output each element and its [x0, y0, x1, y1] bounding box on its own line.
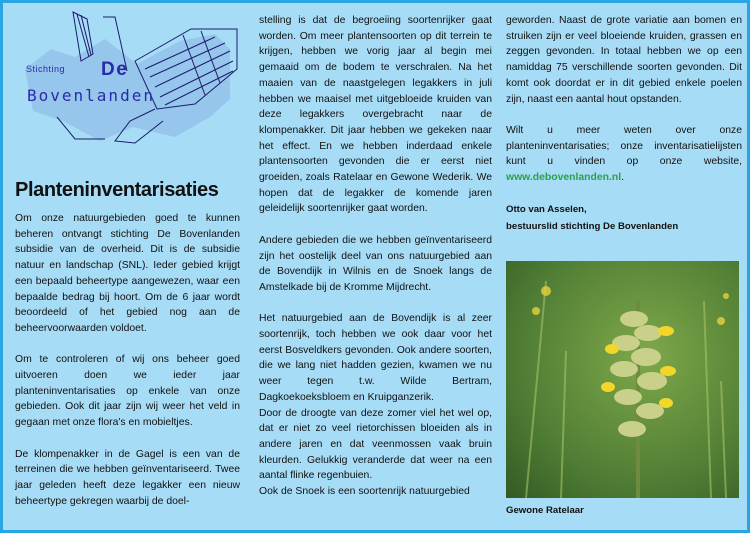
- paragraph: Het natuurgebied aan de Bovendijk is al zeer soortenrijk, toch hebben we ook daar voor het eerst Bosveldkers gevonden. Ook andere soorten, die we lang niet hadden gezien, kwamen we nu weer tegen t.w. Wilde Bertram, Dagkoekoeksbloem en Kruipganzerik.: [259, 313, 492, 403]
- paragraph: [506, 123, 742, 186]
- signature-name: Otto van Asselen,: [506, 204, 587, 216]
- paragraph: Om te controleren of wij ons beheer goed uitvoeren doen we ieder jaar planteninventarisaties op enkele van onze gebieden. Ook dit jaar zijn wij weer het veld in gegaan met onze flora's en mobieltjes.: [15, 354, 240, 429]
- paragraph: Andere gebieden die we hebben geïnventariseerd zijn het oostelijk deel van ons natuurgebied aan de Bovendijk in Wilnis en de Snoek langs de Amstelkade bij de Kromme Mijdrecht.: [259, 234, 492, 293]
- logo: [15, 9, 240, 169]
- paragraph: stelling is dat de begroeiing soortenrijker gaat worden. Om meer plantensoorten op dit terrein te krijgen, hebben we vorig jaar al begin mei gemaaid om de bodem te verschralen. Na het maaien van de naastgelegen legakkers in juli hebben we maaisel met uitgebloeide kruiden van deze legakkers overgebracht naar de klompenakker. Dit jaar hebben we gekeken naar het effect. En we hebben inderdaad enkele plantensoorten gevonden die er eerst niet groeiden, zoals Ratelaar en Gewone Wederik. We hopen dat de legakker de komende jaren geleidelijk soortenrijker gaat worden.: [259, 15, 492, 215]
- column-3: [506, 13, 742, 235]
- article-title: Planteninventarisaties: [15, 179, 219, 201]
- website-text: Wilt u meer weten over onze planteninventarisaties; onze inventarisatielijsten kunt u vinden op onze website,: [506, 124, 742, 168]
- logo-de: De: [101, 59, 129, 80]
- photo-caption: Gewone Ratelaar: [506, 505, 584, 516]
- column-1: [15, 9, 240, 509]
- logo-bovenlanden: Bovenlanden: [27, 86, 155, 105]
- paragraph: De klompenakker in de Gagel is een van de terreinen die we hebben geïnventariseerd. Twee jaar geleden heeft deze legakker een nieuw beheertype gekregen waarbij de doel-: [15, 448, 240, 507]
- paragraph: Om onze natuurgebieden goed te kunnen beheren ontvangt stichting De Bovenlanden subsidie van de overheid. Dit is de subsidie natuur en landschap (SNL). Ieder gebied krijgt een bepaald beheertype aangewezen, waar een bepaalde bedrag bij hoort. Om de 6 jaar wordt beoordeeld of het gebied nog aan de beheervoorwaarden voldoet.: [15, 213, 240, 334]
- column-2: [259, 13, 492, 500]
- paragraph: Ook de Snoek is een soortenrijk natuurgebied: [259, 486, 470, 498]
- plant-photo: [506, 261, 739, 498]
- logo-stichting: Stichting: [26, 64, 66, 74]
- paragraph: geworden. Naast de grote variatie aan bomen en struiken zijn er veel bloeiende kruiden, grassen en zeggen gevonden. In totaal hebben we op een namiddag 75 verschillende soorten gevonden. Dit komt ook doordat er in dit gebied enkele poelen zijn, naast een aantal hout opstanden.: [506, 15, 742, 105]
- website-link[interactable]: www.debovenlanden.nl: [506, 172, 622, 184]
- paragraph: Door de droogte van deze zomer viel het wel op, dat er niet zo veel rietorchissen bloeiden als in andere jaren en dat veenmossen vaak bruin kleurden. Gelukkig veranderde dat weer na een aantal flinke regenbuien.: [259, 407, 492, 482]
- period: .: [621, 172, 624, 184]
- signature-role: bestuurslid stichting De Bovenlanden: [506, 221, 679, 233]
